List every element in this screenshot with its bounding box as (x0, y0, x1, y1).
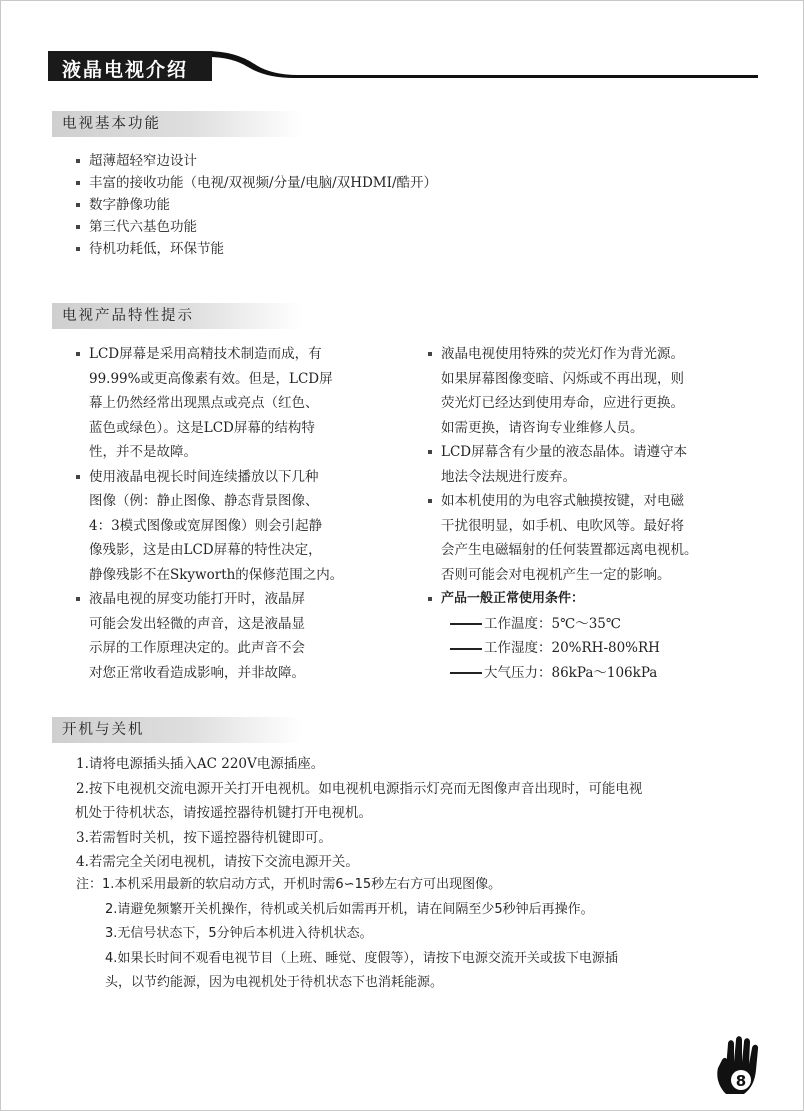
text-line: LCD屏幕是采用高精技术制造而成，有 (89, 346, 322, 362)
list-item (428, 489, 758, 587)
list-item: 待机功耗低，环保节能 (76, 238, 676, 260)
text-line: 可能会发出轻微的声音，这是液晶显 (89, 615, 305, 632)
dash-mark (450, 648, 482, 650)
list-item (76, 342, 406, 465)
text-line: 4：3模式图像或宽屏图像）则会引起静 (89, 517, 323, 534)
section-heading-features: 电视产品特性提示 (52, 303, 302, 329)
text-line: LCD屏幕含有少量的液态晶体。请遵守本 (441, 444, 688, 460)
condition-line (428, 612, 758, 637)
section-heading-power: 开机与关机 (52, 717, 302, 743)
text-line: 如本机使用的为电容式触摸按键，对电磁 (441, 493, 684, 509)
text-line: 液晶电视使用特殊的荧光灯作为背光源。 (441, 346, 684, 362)
text-line: 像残影，这是由LCD屏幕的特性决定， (89, 542, 322, 558)
text-line: 荧光灯已经达到使用寿命，应进行更换。 (441, 395, 684, 411)
step-line: 4.若需完全关闭电视机，请按下交流电源开关。 (76, 854, 359, 870)
text-line: 蓝色或绿色）。这是LCD屏幕的结构特 (89, 419, 315, 436)
list-item (428, 342, 758, 440)
list-item (76, 587, 406, 685)
dash-mark (450, 672, 482, 674)
note-line: 头，以节约能源，因为电视机处于待机状态下也消耗能源。 (105, 975, 444, 990)
dash-mark (450, 623, 482, 625)
power-notes (76, 873, 746, 996)
list-item (76, 465, 406, 588)
condition-line (428, 636, 758, 661)
text-line: 液晶电视的屏变功能打开时，液晶屏 (89, 591, 305, 607)
basic-features-list (76, 150, 676, 260)
text-line: 对您正常收看造成影响，并非故障。 (89, 664, 305, 681)
note-line: 2.请避免频繁开关机操作，待机或关机后如需再开机，请在间隔至少5秒钟后再操作。 (105, 901, 594, 917)
list-item (428, 440, 758, 489)
page-number-badge (714, 1036, 772, 1102)
text-line: 图像（例：静止图像、静态背景图像、 (89, 493, 319, 509)
text-line: 99.99%或更高像素有效。但是，LCD屏 (89, 370, 333, 387)
text-line: 使用液晶电视长时间连续播放以下几种 (89, 468, 319, 485)
step-line: 3.若需暂时关机，按下遥控器待机键即可。 (76, 829, 332, 846)
condition-line (428, 661, 758, 686)
note-line: 注：1.本机采用最新的软启动方式，开机时需6∽15秒左右方可出现图像。 (76, 877, 502, 892)
text-line: 如需更换，请咨询专业维修人员。 (441, 419, 644, 436)
text-line: 地法令法规进行废弃。 (441, 468, 576, 485)
power-steps (76, 752, 746, 875)
list-item: 丰富的接收功能（电视/双视频/分量/电脑/双HDMI/酷开） (76, 172, 676, 194)
page-header (48, 45, 758, 85)
text-line: 干扰很明显，如手机、电吹风等。最好将 (441, 517, 684, 534)
page-number: 8 (735, 1072, 747, 1090)
condition-text: 工作湿度：20%RH-80%RH (484, 640, 660, 656)
text-line: 否则可能会对电视机产生一定的影响。 (441, 566, 671, 583)
text-line: 会产生电磁辐射的任何装置都远离电视机。 (441, 542, 698, 558)
text-line: 示屏的工作原理决定的。此声音不会 (89, 640, 305, 656)
hand-icon (714, 1036, 772, 1098)
header-title: 液晶电视介绍 (62, 59, 189, 81)
text-line: 性，并不是故障。 (89, 444, 197, 460)
text-line: 静像残影不在Skyworth的保修范围之内。 (89, 566, 344, 583)
text-line: 幕上仍然经常出现黑点或亮点（红色、 (89, 395, 319, 411)
condition-text: 工作温度：5℃～35℃ (484, 615, 621, 632)
condition-text: 大气压力：86kPa～106kPa (484, 664, 658, 681)
text-line: 如果屏幕图像变暗、闪烁或不再出现，则 (441, 370, 684, 387)
list-item: 超薄超轻窄边设计 (76, 150, 676, 172)
step-line: 2.按下电视机交流电源开关打开电视机。如电视机电源指示灯亮而无图像声音出现时，可能电视 (76, 780, 643, 797)
features-right-column (428, 342, 758, 685)
list-item: 第三代六基色功能 (76, 216, 676, 238)
note-line: 4.如果长时间不观看电视节目（上班、睡觉、度假等），请按下电源交流开关或拔下电源插 (105, 950, 618, 966)
section-heading-basic: 电视基本功能 (52, 111, 302, 137)
step-line: 机处于待机状态，请按遥控器待机键打开电视机。 (75, 805, 372, 821)
list-item: 数字静像功能 (76, 194, 676, 216)
conditions-title: 产品一般正常使用条件： (428, 587, 758, 612)
note-line: 3.无信号状态下，5分钟后本机进入待机状态。 (105, 926, 373, 941)
features-left-column (76, 342, 406, 685)
step-line: 1.请将电源插头插入AC 220V电源插座。 (76, 756, 325, 772)
